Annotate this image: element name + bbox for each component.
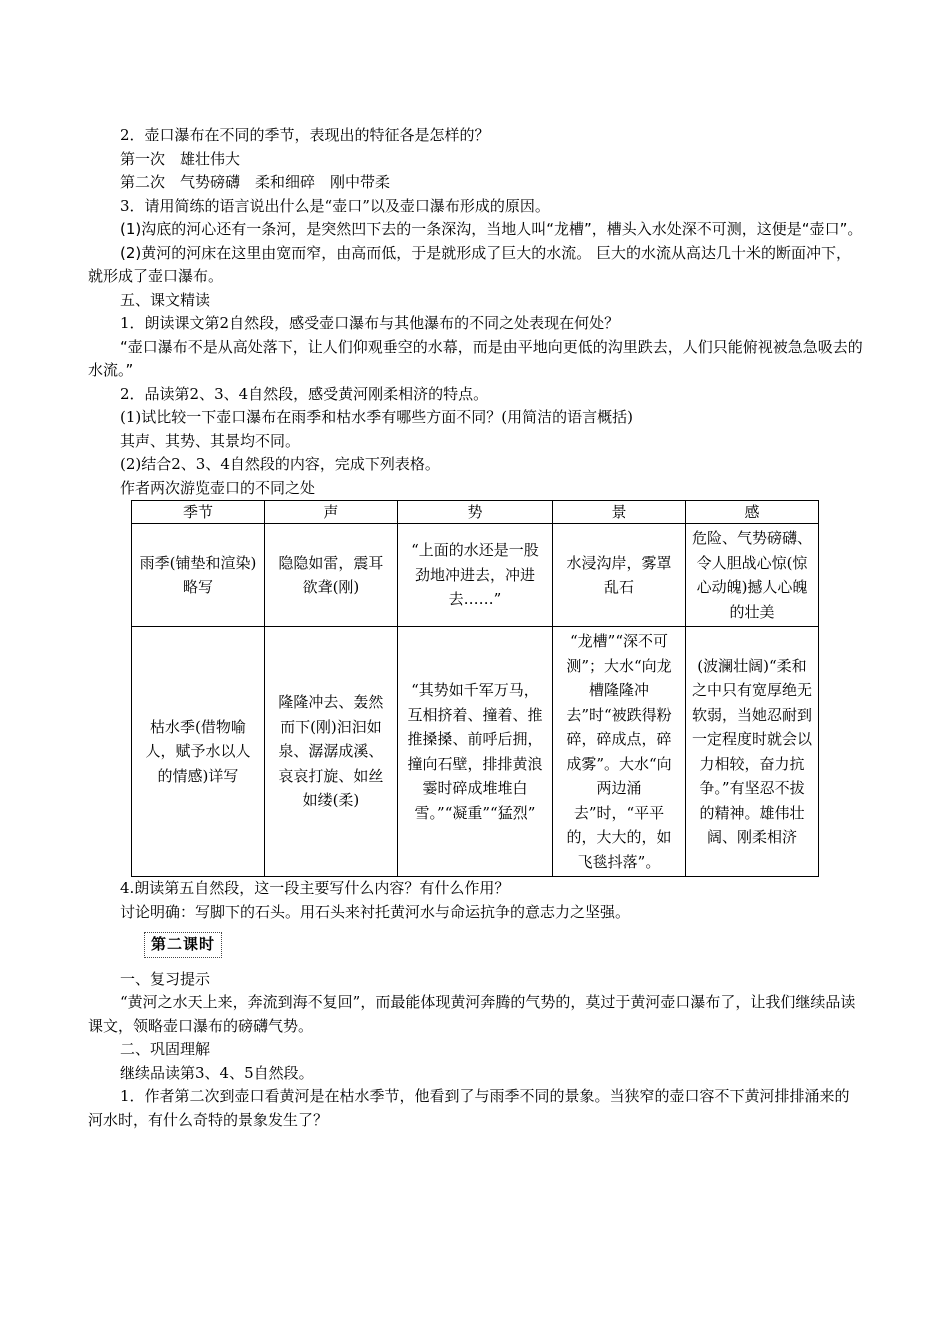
table-cell: 雨季(铺垫和渲染)略写 bbox=[132, 524, 265, 627]
answer-3-part-1: (1)沟底的河心还有一条河，是突然凹下去的一条深沟，当地人叫“龙槽”，槽头入水处深不可测，这便是“壶口”。 bbox=[120, 220, 863, 238]
question-4: 4.朗读第五自然段，这一段主要写什么内容？有什么作用？ bbox=[120, 879, 510, 897]
table-header-row bbox=[132, 501, 819, 524]
document-page bbox=[88, 124, 864, 1132]
header-momentum: 势 bbox=[397, 501, 552, 524]
reading-question-1: 1．朗读课文第2自然段，感受壶口瀑布与其他瀑布的不同之处表现在何处？ bbox=[120, 314, 620, 332]
answer-2-line-2: 第二次 气势磅礴 柔和细碎 刚中带柔 bbox=[120, 173, 391, 191]
reading-question-2-2: (2)结合2、3、4自然段的内容，完成下列表格。 bbox=[120, 455, 440, 473]
final-question: 1．作者第二次到壶口看黄河是在枯水季节，他看到了与雨季不同的景象。当狭窄的壶口容不下黄河排排涌来的河水时，有什么奇特的景象发生了？ bbox=[88, 1087, 850, 1129]
table-cell: (波澜壮阔)“柔和之中只有宽厚绝无软弱，当她忍耐到一定程度时就会以力相较，奋力抗争。”有坚忍不拔的精神。雄伟壮阔、刚柔相济 bbox=[685, 627, 818, 877]
reading-answer-1: “壶口瀑布不是从高处落下，让人们仰观垂空的水幕，而是由平地向更低的沟里跌去，人们只能俯视被急急吸去的水流。” bbox=[88, 337, 863, 379]
section-2-text: 继续品读第3、4、5自然段。 bbox=[120, 1063, 314, 1082]
reading-question-2-1: (1)试比较一下壶口瀑布在雨季和枯水季有哪些方面不同？(用简洁的语言概括) bbox=[120, 408, 633, 426]
section-1-heading: 一、复习提示 bbox=[120, 969, 211, 988]
table-row bbox=[132, 524, 819, 627]
lesson-2-title: 第二课时 bbox=[144, 932, 222, 958]
comparison-table bbox=[131, 500, 819, 877]
table-caption: 作者两次游览壶口的不同之处 bbox=[120, 478, 316, 497]
section-1-text: “黄河之水天上来，奔流到海不复回”，而最能体现黄河奔腾的气势的，莫过于黄河壶口瀑布了，让我们继续品读课文，领略壶口瀑布的磅礴气势。 bbox=[88, 993, 856, 1035]
question-2: 2．壶口瀑布在不同的季节，表现出的特征各是怎样的？ bbox=[120, 126, 490, 144]
table-cell: 危险、气势磅礴、令人胆战心惊(惊心动魄)撼人心魄的壮美 bbox=[685, 524, 818, 627]
table-row bbox=[132, 627, 819, 877]
reading-question-2: 2．品读第2、3、4自然段，感受黄河刚柔相济的特点。 bbox=[120, 384, 489, 403]
answer-4: 讨论明确：写脚下的石头。用石头来衬托黄河水与命运抗争的意志力之坚强。 bbox=[120, 902, 631, 921]
lesson-2-banner bbox=[88, 932, 864, 958]
table-cell: “上面的水还是一股劲地冲进去，冲进去……” bbox=[397, 524, 552, 627]
header-feeling: 感 bbox=[685, 501, 818, 524]
table-cell: 隐隐如雷，震耳欲聋(刚) bbox=[264, 524, 397, 627]
table-cell: 枯水季(借物喻人，赋予水以人的情感)详写 bbox=[132, 627, 265, 877]
header-season: 季节 bbox=[132, 501, 265, 524]
answer-3-part-2: (2)黄河的河床在这里由宽而窄，由高而低，于是就形成了巨大的水流。 巨大的水流从高达几十米的断面冲下，就形成了壶口瀑布。 bbox=[88, 243, 852, 285]
table-cell: 水浸沟岸，雾罩乱石 bbox=[553, 524, 686, 627]
table-cell: “龙槽”“深不可测”；大水“向龙槽隆隆冲去”时“被跌得粉碎，碎成点，碎成雾”。大水“向两边涌去”时，“平平的，大大的，如飞毯抖落”。 bbox=[553, 627, 686, 877]
question-3: 3．请用简练的语言说出什么是“壶口”以及壶口瀑布形成的原因。 bbox=[120, 196, 550, 215]
answer-2-line-1: 第一次 雄壮伟大 bbox=[120, 149, 241, 168]
section-5-heading: 五、课文精读 bbox=[120, 290, 211, 309]
header-sound: 声 bbox=[264, 501, 397, 524]
header-scene: 景 bbox=[553, 501, 686, 524]
reading-answer-2-1: 其声、其势、其景均不同。 bbox=[120, 431, 301, 450]
table-cell: “其势如千军万马，互相挤着、撞着、推推搡搡、前呼后拥，撞向石壁，排排黄浪霎时碎成堆堆白雪。”“凝重”“猛烈” bbox=[397, 627, 552, 877]
section-2-heading: 二、巩固理解 bbox=[120, 1040, 211, 1058]
table-cell: 隆隆冲去、轰然而下(刚)汩汩如泉、潺潺成溪、哀哀打旋、如丝如缕(柔) bbox=[264, 627, 397, 877]
